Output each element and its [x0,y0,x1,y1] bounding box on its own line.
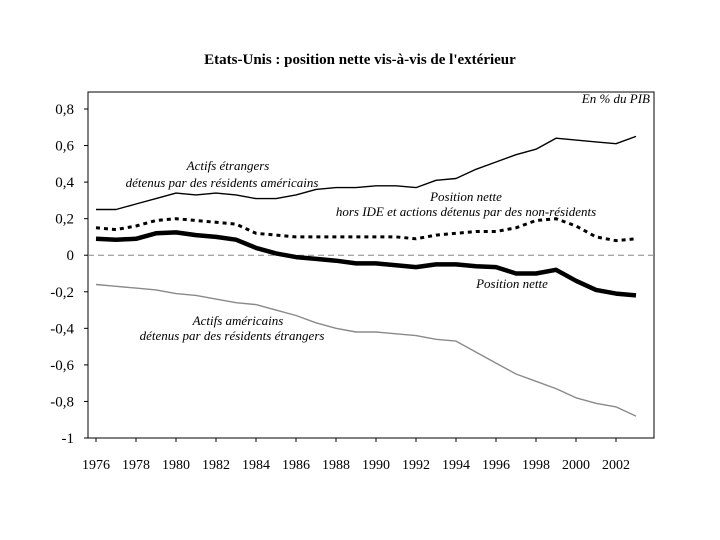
unit-label: En % du PIB [581,91,650,106]
x-tick-label: 1994 [442,458,470,473]
y-tick-label: -0,8 [50,394,74,411]
y-tick-label: 0,8 [55,102,74,118]
x-tick-label: 1998 [522,458,550,473]
series-foreign-assets-line [96,136,636,209]
annotation-net-excl-line1: Position nette [430,189,502,204]
y-tick-label: 0,2 [55,211,74,228]
y-tick-label: 0,4 [55,175,74,192]
x-tick-label: 1986 [282,458,310,473]
x-tick-label: 2000 [562,458,590,473]
annotation-us-assets-line1: Actifs américains [192,313,284,328]
x-tick-label: 1976 [82,458,110,473]
x-tick-label: 1984 [242,458,270,473]
y-tick-label: -1 [61,431,74,447]
y-axis [50,102,88,447]
y-tick-label: -0,6 [50,357,74,374]
annotation-us-assets-line2: détenus par des résidents étrangers [139,328,325,343]
x-tick-label: 1982 [202,458,230,473]
y-tick-label: -0,4 [50,321,74,338]
x-axis [82,438,630,473]
annotation-foreign-assets-line1: Actifs étrangers [186,158,270,173]
x-tick-label: 1988 [322,458,350,473]
annotation-foreign-assets-line2: détenus par des résidents américains [125,175,319,190]
x-tick-label: 2002 [602,458,630,473]
chart-title: Etats-Unis : position nette vis-à-vis de l'extérieur [204,52,516,68]
y-tick-label: 0 [66,248,74,265]
x-tick-label: 1978 [122,458,150,473]
x-tick-label: 1980 [162,458,190,473]
y-tick-label: 0,6 [55,138,74,155]
x-tick-label: 1990 [362,458,390,473]
x-tick-label: 1996 [482,458,510,473]
y-tick-label: -0,2 [50,284,74,301]
annotation-net-excl-line2: hors IDE et actions détenus par des non-résidents [335,204,597,219]
series-net-position-line [96,232,636,295]
series-us-assets-line [96,285,636,417]
annotation-net-position: Position nette [476,276,548,291]
x-tick-label: 1992 [402,458,430,473]
series-net-position-excl-fdi-line [96,219,636,241]
